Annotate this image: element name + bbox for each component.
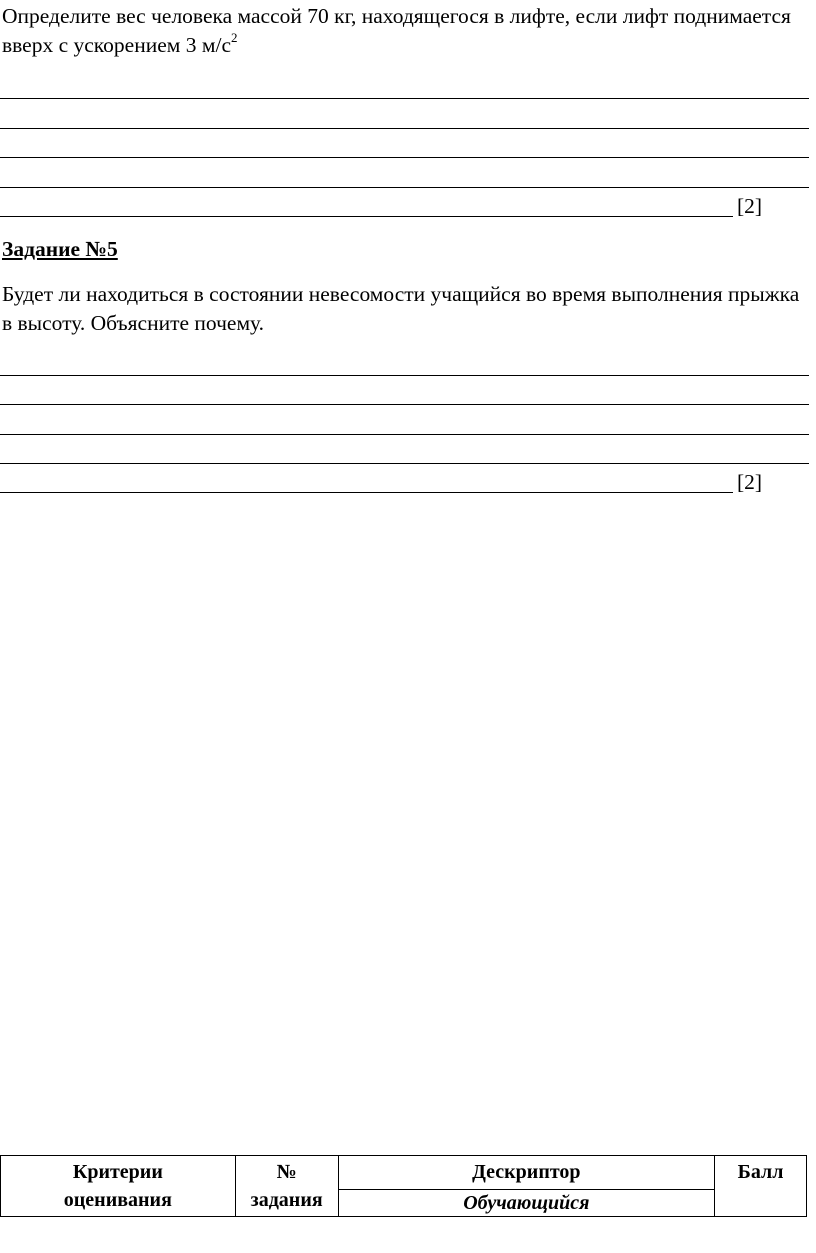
task-number-header-line1: № (276, 1161, 297, 1183)
answer-line (0, 157, 809, 158)
criteria-header-line1: Критерии (72, 1161, 163, 1183)
task4-question: Определите вес человека массой 70 кг, находящегося в лифте, если лифт поднимается вверх с ускорением 3 $м/с^2$ (2, 4, 791, 57)
criteria-header-line2: оценивания (63, 1189, 172, 1211)
descriptor-header-cell: Дескриптор (338, 1156, 714, 1190)
descriptor-subheader-cell: Обучающийся (338, 1189, 714, 1216)
criteria-table (0, 1155, 807, 1217)
answer-line (0, 463, 809, 464)
score-header-cell: Балл (715, 1156, 807, 1217)
task-number-header-line2: задания (250, 1189, 323, 1211)
answer-line (0, 492, 733, 493)
answer-line (0, 187, 809, 188)
task5-heading: Задание №5 (2, 237, 118, 261)
answer-line (0, 375, 809, 376)
criteria-header-cell (1, 1156, 236, 1217)
answer-line (0, 98, 809, 99)
task4-score: [2] (737, 194, 763, 218)
task4-superscript: 2 (230, 29, 238, 45)
answer-line (0, 128, 809, 129)
answer-line (0, 434, 809, 435)
task5-score: [2] (737, 470, 763, 494)
task-number-header-cell (235, 1156, 338, 1217)
answer-line (0, 216, 733, 217)
answer-line (0, 404, 809, 405)
task5-question: Будет ли находиться в состоянии невесомости учащийся во время выполнения прыжка в высоту. Объясните почему. (2, 282, 800, 335)
